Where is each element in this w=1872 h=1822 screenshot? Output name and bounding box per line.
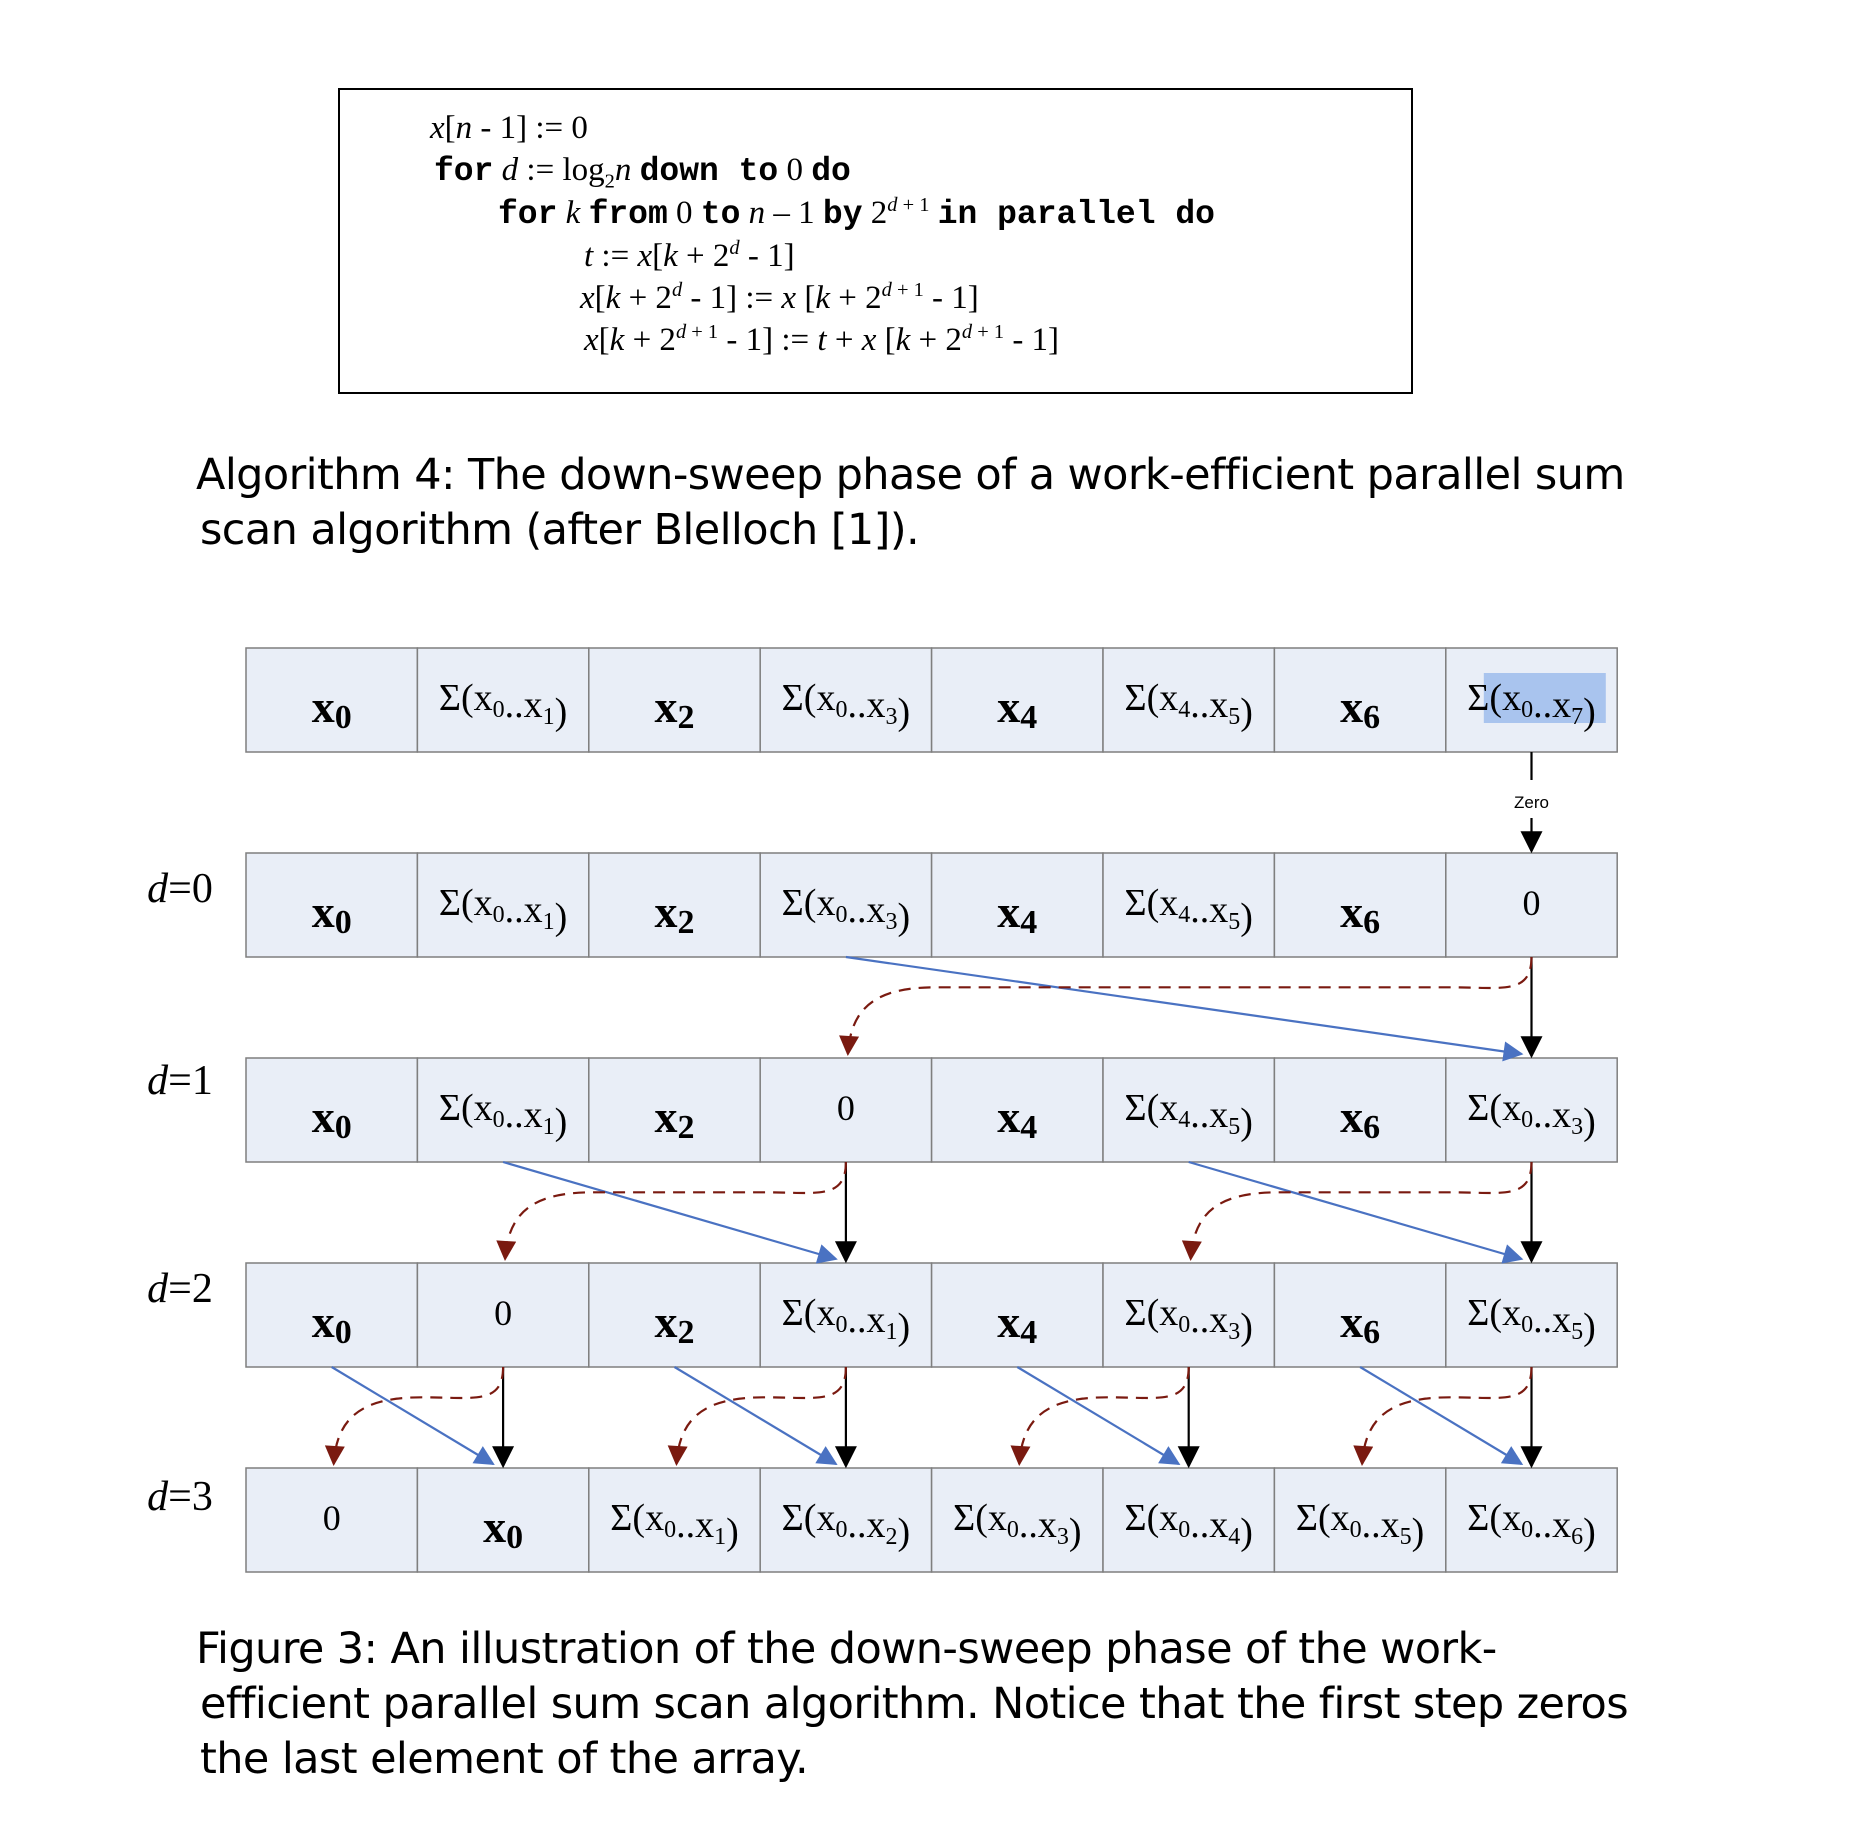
swap-arrow-5 [1019,1367,1188,1464]
sum-arrow-3 [332,1367,493,1464]
sum-arrow-1 [503,1162,836,1259]
cell-text-r2-c2: x2 [654,1091,695,1146]
cell-text-r0-c7: Σ(x0..x7) [1467,677,1596,733]
code-line-4: t := $x[k + 2^d - 1]$ [584,237,795,274]
cell-text-r4-c5: Σ(x0..x4) [1124,1497,1253,1553]
cell-text-r0-c6: x6 [1340,681,1381,736]
code-line-5: $x[k + 2^d - 1]$ := x $[k + 2^{d + 1} - 1]$ [580,279,979,316]
cell-text-r2-c5: Σ(x4..x5) [1124,1087,1253,1143]
swap-arrow-4 [677,1367,846,1464]
cell-text-r1-c0: x0 [311,886,352,941]
row-label-d-1: d=1 [147,1058,213,1104]
swap-arrow-3 [334,1367,503,1464]
cell-text-r1-c7: 0 [1522,883,1541,923]
cell-text-r4-c1: x0 [483,1501,524,1556]
sum-arrow-6 [1360,1367,1521,1464]
cell-text-r0-c2: x2 [654,681,695,736]
cell-text-r3-c4: x4 [997,1296,1038,1351]
algorithm-caption-line-2: scan algorithm (after Blelloch [1]). [200,505,920,555]
row-label-d-2: d=2 [147,1266,213,1312]
cell-text-r2-c7: Σ(x0..x3) [1467,1087,1596,1143]
cell-text-r0-c5: Σ(x4..x5) [1124,677,1253,733]
cell-text-r0-c1: Σ(x0..x1) [438,677,568,733]
swap-arrow-6 [1362,1367,1531,1464]
sum-arrow-0 [846,957,1522,1054]
cell-text-r3-c0: x0 [311,1296,352,1351]
cell-text-r4-c7: Σ(x0..x6) [1467,1497,1596,1553]
cell-text-r1-c6: x6 [1340,886,1381,941]
cell-text-r3-c3: Σ(x0..x1) [781,1292,911,1348]
cell-text-r1-c3: Σ(x0..x3) [781,882,911,938]
sum-arrow-2 [1189,1162,1522,1259]
cell-text-r2-c3: 0 [836,1088,855,1128]
figure-caption-line-2: efficient parallel sum scan algorithm. Notice that the first step zeros [200,1679,1629,1729]
code-line-1: x[n - 1] := 0 [430,110,588,146]
figure-caption-line-1: Figure 3: An illustration of the down-sweep phase of the work- [196,1624,1497,1674]
sum-arrow-5 [1017,1367,1178,1464]
cell-text-r2-c0: x0 [311,1091,352,1146]
cell-text-r3-c2: x2 [654,1296,695,1351]
cell-text-r4-c4: Σ(x0..x3) [953,1497,1082,1553]
sum-arrow-4 [675,1367,836,1464]
cell-text-r4-c2: Σ(x0..x1) [610,1497,739,1553]
cell-text-r1-c4: x4 [997,886,1038,941]
row-label-d-0: d=0 [147,866,213,912]
cell-text-r2-c1: Σ(x0..x1) [438,1087,568,1143]
cell-text-r0-c0: x0 [311,681,352,736]
cell-text-r0-c4: x4 [997,681,1038,736]
cell-text-r4-c6: Σ(x0..x5) [1295,1497,1425,1553]
cell-text-r3-c7: Σ(x0..x5) [1467,1292,1596,1348]
cell-text-r0-c3: Σ(x0..x3) [781,677,911,733]
cell-text-r2-c6: x6 [1340,1091,1381,1146]
algorithm-caption-line-1: Algorithm 4: The down-sweep phase of a work-efficient parallel sum [196,450,1625,500]
code-line-2: for d := $\log_2n$ down to 0 do [434,152,851,193]
row-label-d-3: d=3 [147,1474,213,1520]
zero-label: Zero [1514,793,1549,812]
cell-text-r1-c5: Σ(x4..x5) [1124,882,1253,938]
cell-text-r3-c1: 0 [494,1293,513,1333]
cell-text-r3-c5: Σ(x0..x3) [1124,1292,1253,1348]
cell-text-r4-c3: Σ(x0..x2) [781,1497,911,1553]
cell-text-r3-c6: x6 [1340,1296,1381,1351]
cell-text-r1-c2: x2 [654,886,695,941]
cell-text-r2-c4: x4 [997,1091,1038,1146]
cell-text-r4-c0: 0 [322,1498,341,1538]
code-line-3: for k from 0 to n – 1 by $2^{d + 1}$ in parallel do [498,194,1215,233]
code-line-6: $x[k + 2^{d + 1} - 1]$ := t + x $[k + 2^{d + 1} - 1]$ [584,321,1060,358]
cell-text-r1-c1: Σ(x0..x1) [438,882,568,938]
figure-caption-line-3: the last element of the array. [200,1734,809,1784]
